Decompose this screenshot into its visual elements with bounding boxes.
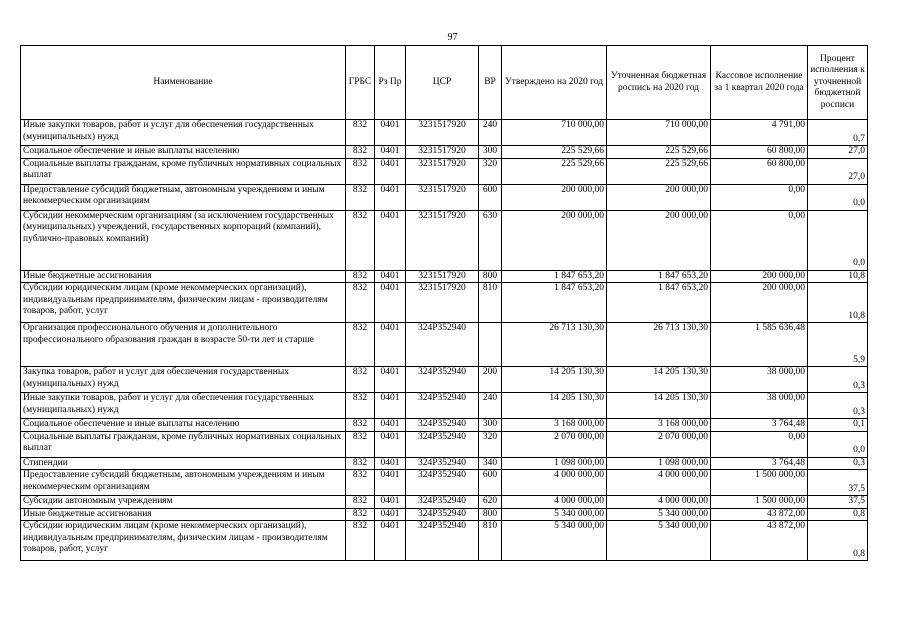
cell-refined: 14 205 130,30 (607, 393, 711, 419)
cell-cash: 38 000,00 (711, 367, 808, 393)
cell-csr: 324P352940 (406, 470, 479, 496)
cell-approved: 225 529,66 (502, 146, 607, 159)
cell-refined: 4 000 000,00 (607, 470, 711, 496)
cell-approved: 14 205 130,30 (502, 367, 607, 393)
cell-rzpr: 0401 (375, 393, 406, 419)
cell-csr: 324P352940 (406, 457, 479, 470)
cell-approved: 4 000 000,00 (502, 470, 607, 496)
cell-cash: 0,00 (711, 210, 808, 270)
cell-approved: 200 000,00 (502, 184, 607, 210)
cell-name: Иные бюджетные ассигнования (21, 508, 346, 521)
cell-name: Иные закупки товаров, работ и услуг для обеспечения государственных (муниципальных) нужд (21, 393, 346, 419)
cell-approved: 200 000,00 (502, 210, 607, 270)
cell-name: Закупка товаров, работ и услуг для обеспечения государственных (муниципальных) нужд (21, 367, 346, 393)
cell-grbs: 832 (346, 419, 375, 432)
cell-approved: 1 847 653,20 (502, 270, 607, 283)
cell-refined: 5 340 000,00 (607, 521, 711, 561)
cell-refined: 26 713 130,30 (607, 323, 711, 367)
cell-csr: 3231517920 (406, 210, 479, 270)
cell-rzpr: 0401 (375, 470, 406, 496)
cell-csr: 324P352940 (406, 508, 479, 521)
cell-vr: 810 (479, 283, 502, 323)
table-row (21, 508, 868, 521)
cell-cash: 1 585 636,48 (711, 323, 808, 367)
table-row (21, 457, 868, 470)
cell-refined: 2 070 000,00 (607, 431, 711, 457)
cell-approved: 5 340 000,00 (502, 508, 607, 521)
cell-refined: 5 340 000,00 (607, 508, 711, 521)
cell-grbs: 832 (346, 496, 375, 509)
cell-vr: 810 (479, 521, 502, 561)
cell-percent: 0,0 (808, 210, 868, 270)
cell-name: Предоставление субсидий бюджетным, автономным учреждениям и иным некоммерческим организациям (21, 184, 346, 210)
table-row (21, 393, 868, 419)
cell-grbs: 832 (346, 393, 375, 419)
cell-percent: 0,7 (808, 120, 868, 146)
cell-grbs: 832 (346, 431, 375, 457)
cell-cash: 200 000,00 (711, 270, 808, 283)
cell-percent: 0,1 (808, 419, 868, 432)
cell-vr: 600 (479, 184, 502, 210)
cell-cash: 43 872,00 (711, 521, 808, 561)
cell-vr: 620 (479, 496, 502, 509)
cell-vr: 800 (479, 508, 502, 521)
cell-rzpr: 0401 (375, 508, 406, 521)
cell-name: Иные закупки товаров, работ и услуг для обеспечения государственных (муниципальных) нужд (21, 120, 346, 146)
table-body (21, 120, 868, 561)
cell-name: Предоставление субсидий бюджетным, автономным учреждениям и иным некоммерческим организациям (21, 470, 346, 496)
cell-approved: 1 847 653,20 (502, 283, 607, 323)
table-header-row (21, 46, 868, 120)
cell-refined: 1 847 653,20 (607, 283, 711, 323)
cell-csr: 324P352940 (406, 496, 479, 509)
table-row (21, 270, 868, 283)
table-row (21, 521, 868, 561)
cell-cash: 38 000,00 (711, 393, 808, 419)
cell-csr: 3231517920 (406, 283, 479, 323)
cell-rzpr: 0401 (375, 367, 406, 393)
cell-rzpr: 0401 (375, 496, 406, 509)
cell-percent: 27,0 (808, 158, 868, 184)
cell-grbs: 832 (346, 457, 375, 470)
cell-approved: 4 000 000,00 (502, 496, 607, 509)
cell-csr: 3231517920 (406, 270, 479, 283)
cell-vr: 240 (479, 393, 502, 419)
cell-grbs: 832 (346, 120, 375, 146)
cell-grbs: 832 (346, 210, 375, 270)
cell-refined: 225 529,66 (607, 146, 711, 159)
cell-percent: 0,3 (808, 393, 868, 419)
cell-refined: 710 000,00 (607, 120, 711, 146)
cell-grbs: 832 (346, 146, 375, 159)
cell-name: Субсидии юридическим лицам (кроме некоммерческих организаций), индивидуальным предпринимателям, физическим лицам - производителям товаров, работ, услуг (21, 521, 346, 561)
cell-name: Социальные выплаты гражданам, кроме публичных нормативных социальных выплат (21, 431, 346, 457)
cell-csr: 3231517920 (406, 158, 479, 184)
cell-name: Организация профессионального обучения и дополнительного профессионального образования граждан в возрасте 50-ти лет и старше (21, 323, 346, 367)
cell-csr: 3231517920 (406, 146, 479, 159)
cell-vr: 800 (479, 270, 502, 283)
cell-rzpr: 0401 (375, 457, 406, 470)
cell-percent: 0,0 (808, 184, 868, 210)
cell-name: Социальное обеспечение и иные выплаты населению (21, 146, 346, 159)
cell-name: Субсидии юридическим лицам (кроме некоммерческих организаций), индивидуальным предпринимателям, физическим лицам - производителям товаров, работ, услуг (21, 283, 346, 323)
table-row (21, 158, 868, 184)
cell-csr: 3231517920 (406, 120, 479, 146)
cell-rzpr: 0401 (375, 184, 406, 210)
cell-rzpr: 0401 (375, 419, 406, 432)
cell-vr: 200 (479, 367, 502, 393)
cell-approved: 3 168 000,00 (502, 419, 607, 432)
table-row (21, 496, 868, 509)
cell-refined: 225 529,66 (607, 158, 711, 184)
table-row (21, 210, 868, 270)
cell-rzpr: 0401 (375, 146, 406, 159)
cell-percent: 0,3 (808, 367, 868, 393)
cell-grbs: 832 (346, 158, 375, 184)
table-row (21, 367, 868, 393)
cell-grbs: 832 (346, 283, 375, 323)
cell-name: Субсидии автономным учреждениям (21, 496, 346, 509)
cell-percent: 10,8 (808, 283, 868, 323)
cell-rzpr: 0401 (375, 283, 406, 323)
cell-percent: 37,5 (808, 470, 868, 496)
cell-cash: 200 000,00 (711, 283, 808, 323)
cell-vr: 240 (479, 120, 502, 146)
cell-cash: 1 500 000,00 (711, 470, 808, 496)
cell-grbs: 832 (346, 470, 375, 496)
cell-refined: 1 847 653,20 (607, 270, 711, 283)
cell-approved: 2 070 000,00 (502, 431, 607, 457)
table-row (21, 323, 868, 367)
cell-cash: 3 764,48 (711, 419, 808, 432)
header-cash: Кассовое исполнение за 1 квартал 2020 года (711, 46, 808, 120)
cell-grbs: 832 (346, 521, 375, 561)
header-rzpr: Рз Пр (375, 46, 406, 120)
cell-refined: 200 000,00 (607, 184, 711, 210)
cell-grbs: 832 (346, 270, 375, 283)
cell-approved: 14 205 130,30 (502, 393, 607, 419)
table-row (21, 283, 868, 323)
budget-execution-table (20, 45, 868, 561)
cell-csr: 324P352940 (406, 521, 479, 561)
cell-grbs: 832 (346, 323, 375, 367)
cell-rzpr: 0401 (375, 158, 406, 184)
cell-rzpr: 0401 (375, 270, 406, 283)
cell-rzpr: 0401 (375, 210, 406, 270)
header-percent: Процент исполнения к уточненной бюджетной росписи (808, 46, 868, 120)
cell-vr: 320 (479, 431, 502, 457)
cell-percent: 0,3 (808, 457, 868, 470)
table-row (21, 146, 868, 159)
table-row (21, 431, 868, 457)
cell-approved: 225 529,66 (502, 158, 607, 184)
cell-refined: 1 098 000,00 (607, 457, 711, 470)
header-csr: ЦСР (406, 46, 479, 120)
cell-vr: 320 (479, 158, 502, 184)
cell-cash: 4 791,00 (711, 120, 808, 146)
cell-percent: 37,5 (808, 496, 868, 509)
cell-percent: 10,8 (808, 270, 868, 283)
cell-refined: 3 168 000,00 (607, 419, 711, 432)
cell-rzpr: 0401 (375, 431, 406, 457)
table-row (21, 184, 868, 210)
cell-grbs: 832 (346, 508, 375, 521)
cell-vr: 300 (479, 146, 502, 159)
cell-rzpr: 0401 (375, 521, 406, 561)
cell-percent: 5,9 (808, 323, 868, 367)
header-approved: Утверждено на 2020 год (502, 46, 607, 120)
cell-approved: 26 713 130,30 (502, 323, 607, 367)
cell-rzpr: 0401 (375, 323, 406, 367)
cell-vr: 300 (479, 419, 502, 432)
table-row (21, 120, 868, 146)
cell-approved: 710 000,00 (502, 120, 607, 146)
cell-csr: 3231517920 (406, 184, 479, 210)
header-name: Наименование (21, 46, 346, 120)
cell-cash: 3 764,48 (711, 457, 808, 470)
cell-vr (479, 323, 502, 367)
cell-grbs: 832 (346, 367, 375, 393)
cell-vr: 600 (479, 470, 502, 496)
cell-percent: 0,8 (808, 521, 868, 561)
cell-name: Стипендии (21, 457, 346, 470)
cell-csr: 324P352940 (406, 419, 479, 432)
cell-vr: 630 (479, 210, 502, 270)
cell-cash: 0,00 (711, 431, 808, 457)
cell-cash: 43 872,00 (711, 508, 808, 521)
cell-refined: 200 000,00 (607, 210, 711, 270)
cell-cash: 0,00 (711, 184, 808, 210)
cell-grbs: 832 (346, 184, 375, 210)
cell-cash: 1 500 000,00 (711, 496, 808, 509)
cell-csr: 324P352940 (406, 393, 479, 419)
table-row (21, 470, 868, 496)
cell-percent: 27,0 (808, 146, 868, 159)
page-number: 97 (447, 32, 458, 43)
cell-approved: 5 340 000,00 (502, 521, 607, 561)
cell-cash: 60 800,00 (711, 146, 808, 159)
cell-cash: 60 800,00 (711, 158, 808, 184)
cell-csr: 324P352940 (406, 323, 479, 367)
cell-name: Субсидии некоммерческим организациям (за исключением государственных (муниципальных) учреждений, государственных корпораций (компаний), публично-правовых компаний) (21, 210, 346, 270)
cell-name: Социальные выплаты гражданам, кроме публичных нормативных социальных выплат (21, 158, 346, 184)
header-vr: ВР (479, 46, 502, 120)
header-refined: Уточненная бюджетная роспись на 2020 год (607, 46, 711, 120)
cell-csr: 324P352940 (406, 367, 479, 393)
cell-refined: 14 205 130,30 (607, 367, 711, 393)
cell-refined: 4 000 000,00 (607, 496, 711, 509)
cell-percent: 0,0 (808, 431, 868, 457)
cell-rzpr: 0401 (375, 120, 406, 146)
cell-name: Иные бюджетные ассигнования (21, 270, 346, 283)
cell-name: Социальное обеспечение и иные выплаты населению (21, 419, 346, 432)
cell-csr: 324P352940 (406, 431, 479, 457)
header-grbs: ГРБС (346, 46, 375, 120)
cell-approved: 1 098 000,00 (502, 457, 607, 470)
table-row (21, 419, 868, 432)
cell-vr: 340 (479, 457, 502, 470)
cell-percent: 0,8 (808, 508, 868, 521)
